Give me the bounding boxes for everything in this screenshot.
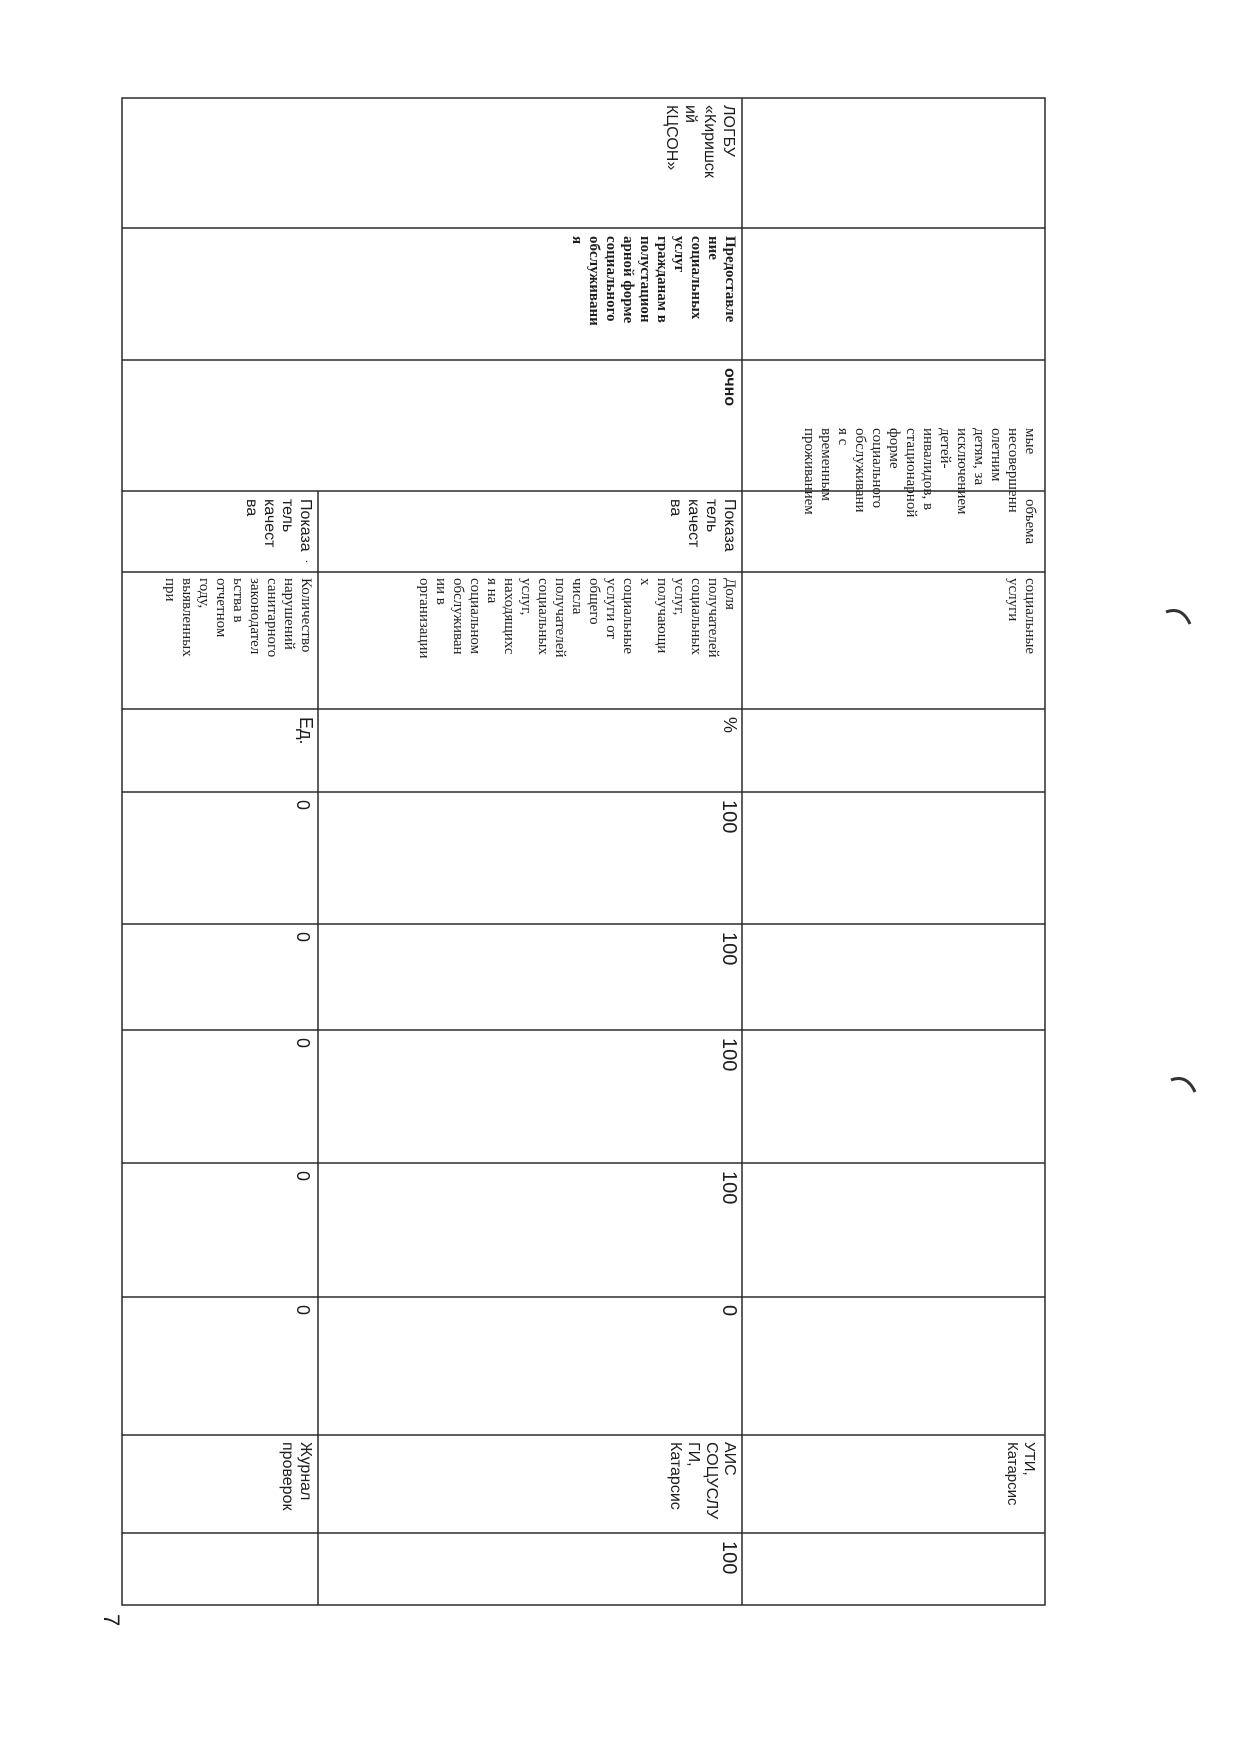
cell-b-unit: Ед. <box>296 717 316 745</box>
cell-a-data-source: АИС СОЦУСЛУ ГИ, Катарсис <box>667 1442 738 1520</box>
cell-a-value-2: 100 <box>718 932 740 966</box>
cell-b-value-2: 0 <box>293 932 313 943</box>
cell-b-indicator-name: Количество нарушений санитарного законодател ьства в отчетном году, выявленных при <box>162 578 314 658</box>
cell-a-value-3: 100 <box>718 1038 740 1072</box>
cell-a-value-5: 0 <box>718 1305 740 1317</box>
cell-prev-service-content: мые несовершенн олетним детям, за исключением детей- инвалидов, в стационарной форме социального обслуживани я с временным проживанием <box>801 428 1038 518</box>
cell-prev-data-source: УТИ, Катарсис <box>1004 1442 1038 1506</box>
cell-prev-indicator-type: объема <box>1022 499 1038 545</box>
cell-b-value-3: 0 <box>293 1038 313 1049</box>
scan-mark-bottom <box>1165 1068 1205 1108</box>
cell-b-value-5: 0 <box>293 1305 313 1316</box>
cell-b-indicator-type: Показа тель качест ва <box>243 499 314 552</box>
cell-a-indicator-type: Показа тель качест ва <box>667 499 738 552</box>
cell-a-unit: % <box>720 717 740 734</box>
cell-b-dot: . <box>303 560 317 563</box>
cell-a-last: 100 <box>718 1541 740 1575</box>
cell-form: очно <box>721 368 738 407</box>
cell-a-value-4: 100 <box>718 1171 740 1205</box>
cell-a-value-1: 100 <box>718 800 740 834</box>
cell-service-name: Предоставле ние социальных услуг гражданам в полустацион арной форме социального обслуживани я <box>569 236 738 326</box>
page-number: 7 <box>99 1614 124 1627</box>
cell-b-data-source: Журнал проверок <box>279 1442 314 1511</box>
cell-a-indicator-name: Доля получателей социальных услуг, получающи х социальные услуги от общего числа получателей социальных услуг, находящихс я на социальном обслуживан ии в организации <box>416 578 738 659</box>
cell-prev-indicator-name: социальные услуги <box>1005 578 1038 655</box>
cell-b-value-1: 0 <box>293 800 313 811</box>
cell-org-name: ЛОГБУ «Киришск ий КЦСОН» <box>663 105 737 178</box>
cell-b-value-4: 0 <box>293 1171 313 1182</box>
scan-mark-top <box>1160 600 1200 640</box>
